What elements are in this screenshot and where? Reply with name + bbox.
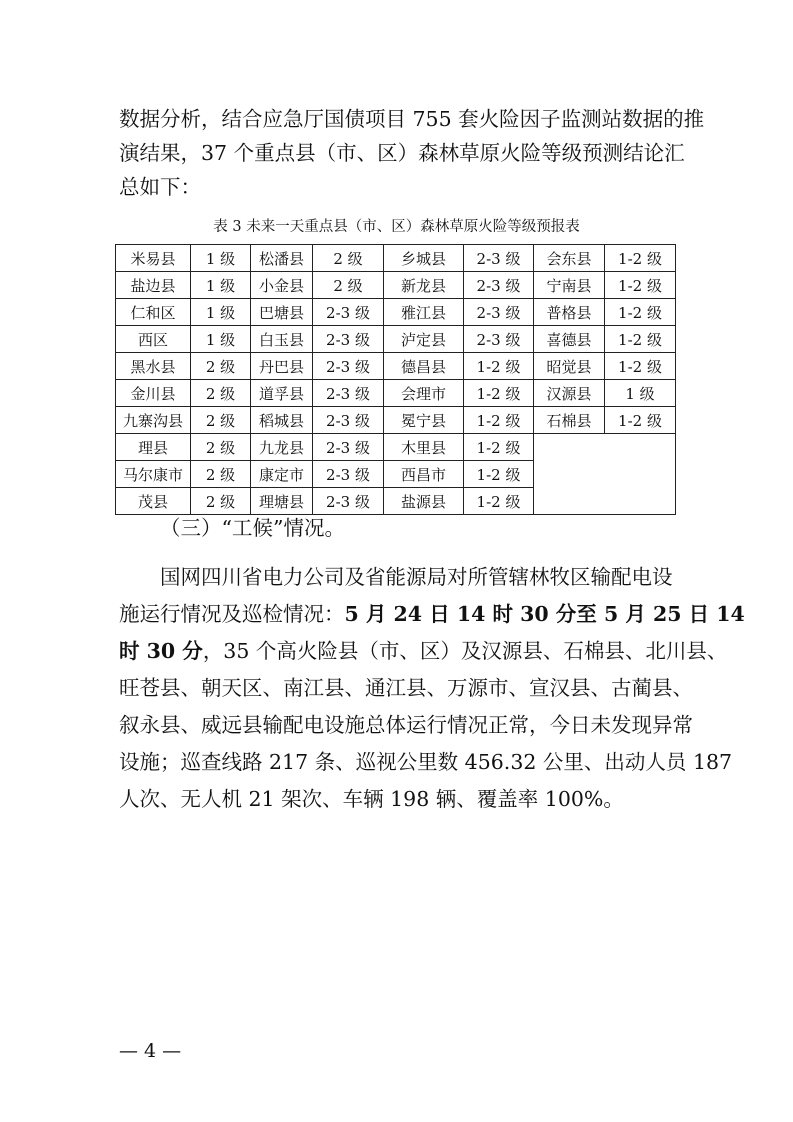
county-cell: 西昌市 xyxy=(384,461,464,488)
body-line: 设施；巡查线路 217 条、巡视公里数 456.32 公里、出动人员 187 xyxy=(119,750,733,774)
intro-paragraph xyxy=(119,102,705,204)
level-cell: 1-2 级 xyxy=(605,407,676,434)
page-number: — 4 — xyxy=(119,1040,182,1062)
county-cell: 石棉县 xyxy=(534,407,605,434)
level-cell: 2 级 xyxy=(191,461,251,488)
county-cell: 黑水县 xyxy=(116,353,191,380)
intro-line: 总如下： xyxy=(119,175,201,199)
county-cell: 仁和区 xyxy=(116,299,191,326)
table-row xyxy=(116,326,676,353)
table-row xyxy=(116,434,676,461)
county-cell: 九寨沟县 xyxy=(116,407,191,434)
level-cell: 1-2 级 xyxy=(605,245,676,272)
body-paragraph xyxy=(119,559,745,818)
county-cell: 泸定县 xyxy=(384,326,464,353)
level-cell: 1-2 级 xyxy=(464,380,534,407)
level-cell: 1 级 xyxy=(191,245,251,272)
level-cell: 1 级 xyxy=(191,272,251,299)
table-row xyxy=(116,353,676,380)
county-cell: 乡城县 xyxy=(384,245,464,272)
county-cell: 新龙县 xyxy=(384,272,464,299)
level-cell: 2-3 级 xyxy=(313,380,384,407)
level-cell: 2-3 级 xyxy=(313,407,384,434)
body-line: 旺苍县、朝天区、南江县、通江县、万源市、宣汉县、古蔺县、 xyxy=(119,676,693,700)
level-cell: 1-2 级 xyxy=(605,353,676,380)
level-cell: 1-2 级 xyxy=(464,488,534,515)
body-text: 施运行情况及巡检情况： xyxy=(119,602,345,626)
level-cell: 2-3 级 xyxy=(464,326,534,353)
table-caption: 表 3 未来一天重点县（市、区）森林草原火险等级预报表 xyxy=(213,219,580,235)
county-cell: 白玉县 xyxy=(251,326,313,353)
county-cell: 盐源县 xyxy=(384,488,464,515)
county-cell: 米易县 xyxy=(116,245,191,272)
table-row xyxy=(116,245,676,272)
body-line xyxy=(119,596,745,633)
level-cell: 2 级 xyxy=(191,434,251,461)
body-bold-text: 5 月 24 日 14 时 30 分至 5 月 25 日 14 xyxy=(344,602,745,626)
level-cell: 1 级 xyxy=(191,299,251,326)
body-text: ，35 个高火险县（市、区）及汉源县、石棉县、北川县、 xyxy=(202,639,728,663)
level-cell: 2 级 xyxy=(191,488,251,515)
intro-line: 演结果，37 个重点县（市、区）森林草原火险等级预测结论汇 xyxy=(119,141,685,165)
body-line xyxy=(119,633,728,670)
level-cell: 1-2 级 xyxy=(605,326,676,353)
level-cell: 2-3 级 xyxy=(313,434,384,461)
level-cell: 2 级 xyxy=(191,353,251,380)
body-bold-text: 时 30 分 xyxy=(119,639,203,663)
county-cell: 茂县 xyxy=(116,488,191,515)
body-line: 叙永县、威远县输配电设施总体运行情况正常，今日未发现异常 xyxy=(119,713,693,737)
body-line: 国网四川省电力公司及省能源局对所管辖林牧区输配电设 xyxy=(160,565,673,589)
level-cell: 2-3 级 xyxy=(464,272,534,299)
county-cell: 巴塘县 xyxy=(251,299,313,326)
county-cell: 德昌县 xyxy=(384,353,464,380)
county-cell: 道孚县 xyxy=(251,380,313,407)
level-cell: 2-3 级 xyxy=(313,488,384,515)
table-body xyxy=(116,245,676,515)
table-row xyxy=(116,272,676,299)
county-cell: 汉源县 xyxy=(534,380,605,407)
level-cell: 2-3 级 xyxy=(464,299,534,326)
level-cell: 2 级 xyxy=(191,407,251,434)
table-row xyxy=(116,380,676,407)
level-cell: 1 级 xyxy=(605,380,676,407)
fire-risk-table xyxy=(115,244,676,515)
level-cell: 2 级 xyxy=(313,245,384,272)
level-cell: 1-2 级 xyxy=(605,299,676,326)
empty-cell xyxy=(534,434,676,515)
level-cell: 1-2 级 xyxy=(464,407,534,434)
level-cell: 2-3 级 xyxy=(313,353,384,380)
level-cell: 2-3 级 xyxy=(313,461,384,488)
section-heading: （三）“工候”情况。 xyxy=(160,516,345,540)
county-cell: 稻城县 xyxy=(251,407,313,434)
county-cell: 喜德县 xyxy=(534,326,605,353)
level-cell: 2 级 xyxy=(191,380,251,407)
county-cell: 会理市 xyxy=(384,380,464,407)
county-cell: 丹巴县 xyxy=(251,353,313,380)
county-cell: 宁南县 xyxy=(534,272,605,299)
level-cell: 1-2 级 xyxy=(464,434,534,461)
county-cell: 康定市 xyxy=(251,461,313,488)
level-cell: 2-3 级 xyxy=(464,245,534,272)
county-cell: 昭觉县 xyxy=(534,353,605,380)
county-cell: 雅江县 xyxy=(384,299,464,326)
county-cell: 金川县 xyxy=(116,380,191,407)
body-line: 人次、无人机 21 架次、车辆 198 辆、覆盖率 100%。 xyxy=(119,787,624,811)
level-cell: 1-2 级 xyxy=(605,272,676,299)
county-cell: 西区 xyxy=(116,326,191,353)
county-cell: 冕宁县 xyxy=(384,407,464,434)
level-cell: 2 级 xyxy=(313,272,384,299)
county-cell: 九龙县 xyxy=(251,434,313,461)
county-cell: 会东县 xyxy=(534,245,605,272)
level-cell: 1 级 xyxy=(191,326,251,353)
level-cell: 2-3 级 xyxy=(313,326,384,353)
county-cell: 小金县 xyxy=(251,272,313,299)
county-cell: 理县 xyxy=(116,434,191,461)
county-cell: 马尔康市 xyxy=(116,461,191,488)
level-cell: 1-2 级 xyxy=(464,461,534,488)
county-cell: 普格县 xyxy=(534,299,605,326)
level-cell: 1-2 级 xyxy=(464,353,534,380)
table-row xyxy=(116,299,676,326)
intro-line: 数据分析，结合应急厅国债项目 755 套火险因子监测站数据的推 xyxy=(119,107,705,131)
county-cell: 木里县 xyxy=(384,434,464,461)
table-row xyxy=(116,407,676,434)
county-cell: 松潘县 xyxy=(251,245,313,272)
county-cell: 盐边县 xyxy=(116,272,191,299)
county-cell: 理塘县 xyxy=(251,488,313,515)
level-cell: 2-3 级 xyxy=(313,299,384,326)
